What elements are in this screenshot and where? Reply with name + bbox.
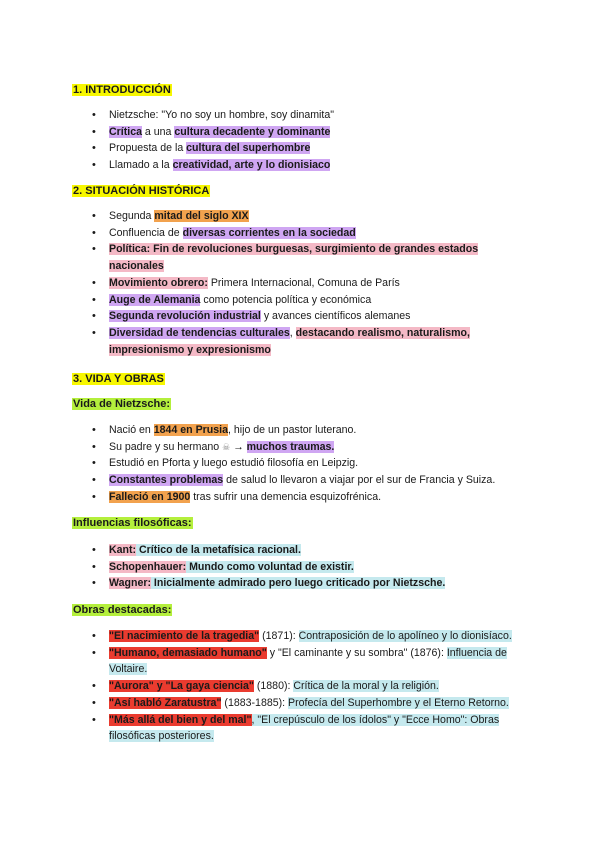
heading-text: 1. INTRODUCCIÓN <box>73 84 171 96</box>
list-item <box>92 489 532 506</box>
highlight: cultura decadente y dominante <box>174 125 331 138</box>
list-item <box>92 107 532 124</box>
item-text: , <box>289 326 296 339</box>
highlight: Contraposición de lo apolíneo y lo dionisíaco. <box>298 630 512 642</box>
section-heading-situacion <box>72 184 210 198</box>
list-item <box>92 559 532 576</box>
list-item <box>92 575 532 592</box>
item-text: Primera Internacional, Comuna de París <box>207 276 400 289</box>
highlight: "Humano, demasiado humano" <box>109 646 267 659</box>
section-heading-introduccion <box>72 83 172 97</box>
highlight: destacando realismo, naturalismo, impresionismo y expresionismo <box>109 326 470 356</box>
influences-list <box>92 542 532 592</box>
list-item <box>92 225 532 242</box>
item-text: Nació en <box>109 424 154 436</box>
historical-list <box>92 208 532 358</box>
subheading-influencias <box>72 516 193 530</box>
subheading-vida <box>72 397 171 411</box>
list-item <box>92 157 532 174</box>
subheading-text: Influencias filosóficas: <box>73 517 192 529</box>
highlight: Crítico de la metafísica racional. <box>136 544 301 556</box>
item-text: → <box>230 440 247 453</box>
item-text: Estudió en Pforta y luego estudió filosofía en Leipzig. <box>109 457 359 470</box>
item-text: , hijo de un pastor luterano. <box>227 424 357 436</box>
highlight: "El nacimiento de la tragedia" <box>109 630 260 642</box>
highlight: creatividad, arte y lo dionisiaco <box>172 159 331 172</box>
item-text: Segunda <box>109 210 155 222</box>
highlight: , "El crepúsculo de los ídolos" y "Ecce Homo": Obras filosóficas posteriores. <box>109 713 500 743</box>
highlight: 1844 en Prusia <box>153 424 228 436</box>
highlight: Influencia de Voltaire. <box>109 646 507 676</box>
item-text: y "El caminante y su sombra" (1876): <box>266 646 447 659</box>
skull-icon: ☠ <box>222 441 231 452</box>
list-item <box>92 712 532 745</box>
life-list <box>92 422 532 506</box>
item-text: Su padre y su hermano <box>109 440 223 453</box>
heading-text: 3. VIDA Y OBRAS <box>73 373 164 385</box>
highlight: Movimiento obrero: <box>109 276 208 289</box>
highlight-label: Política: <box>109 243 151 256</box>
item-text: como potencia política y económica <box>200 293 372 306</box>
list-item <box>92 678 532 695</box>
highlight: "Así habló Zaratustra" <box>109 696 222 709</box>
list-item <box>92 628 532 645</box>
list-item <box>92 439 532 456</box>
highlight-label: Kant: <box>109 544 137 556</box>
item-text: (1883-1885): <box>221 696 289 709</box>
highlight: muchos traumas. <box>246 440 335 453</box>
list-item <box>92 542 532 559</box>
highlight: Profecía del Superhombre y el Eterno Retorno. <box>288 696 509 709</box>
list-item <box>92 292 532 309</box>
highlight: mitad del siglo XIX <box>154 210 249 222</box>
highlight: "Más allá del bien y del mal" <box>109 713 252 726</box>
highlight: Auge de Alemania <box>109 293 201 306</box>
list-item <box>92 124 532 141</box>
intro-list <box>92 107 532 174</box>
item-text: y avances científicos alemanes <box>260 310 411 323</box>
highlight: Fin de revoluciones burguesas, surgimiento de grandes estados nacionales <box>109 243 479 273</box>
list-item <box>92 325 532 358</box>
highlight: Diversidad de tendencias culturales <box>109 326 290 339</box>
list-item <box>92 140 532 157</box>
item-text: de salud lo llevaron a viajar por el sur de Francia y Suiza. <box>223 474 496 487</box>
section-heading-vida-obras <box>72 372 165 386</box>
subheading-text: Vida de Nietzsche: <box>73 398 170 410</box>
list-item <box>92 208 532 225</box>
highlight: Crítica de la moral y la religión. <box>293 680 439 693</box>
highlight: Crítica <box>109 125 142 138</box>
highlight: Constantes problemas <box>109 474 224 487</box>
item-text: a una <box>141 125 175 138</box>
heading-text: 2. SITUACIÓN HISTÓRICA <box>73 185 210 197</box>
works-list <box>92 628 532 745</box>
list-item <box>92 645 532 678</box>
list-item <box>92 695 532 712</box>
list-item <box>92 422 532 439</box>
highlight-label: Wagner: <box>109 577 151 590</box>
item-text: (1880): <box>253 680 294 693</box>
item-text: tras sufrir una demencia esquizofrénica. <box>190 490 382 503</box>
list-item <box>92 455 532 472</box>
item-text: Nietzsche: "Yo no soy un hombre, soy dinamita" <box>109 109 335 121</box>
highlight: Inicialmente admirado pero luego criticado por Nietzsche. <box>150 577 446 590</box>
list-item <box>92 472 532 489</box>
list-item <box>92 308 532 325</box>
highlight: Segunda revolución industrial <box>109 310 261 323</box>
subheading-text: Obras destacadas: <box>73 604 172 616</box>
highlight-label: Schopenhauer: <box>109 560 187 573</box>
list-item <box>92 275 532 292</box>
highlight: "Aurora" y "La gaya ciencia" <box>109 680 254 693</box>
item-text: (1871): <box>259 630 299 642</box>
item-text: Propuesta de la <box>109 142 187 155</box>
highlight: diversas corrientes en la sociedad <box>182 226 356 239</box>
subheading-obras <box>72 603 172 617</box>
highlight: Mundo como voluntad de existir. <box>186 560 354 573</box>
list-item <box>92 241 532 274</box>
highlight: Falleció en 1900 <box>109 490 191 503</box>
item-text: Confluencia de <box>109 226 183 239</box>
item-text: Llamado a la <box>109 159 173 172</box>
highlight: cultura del superhombre <box>186 142 311 155</box>
